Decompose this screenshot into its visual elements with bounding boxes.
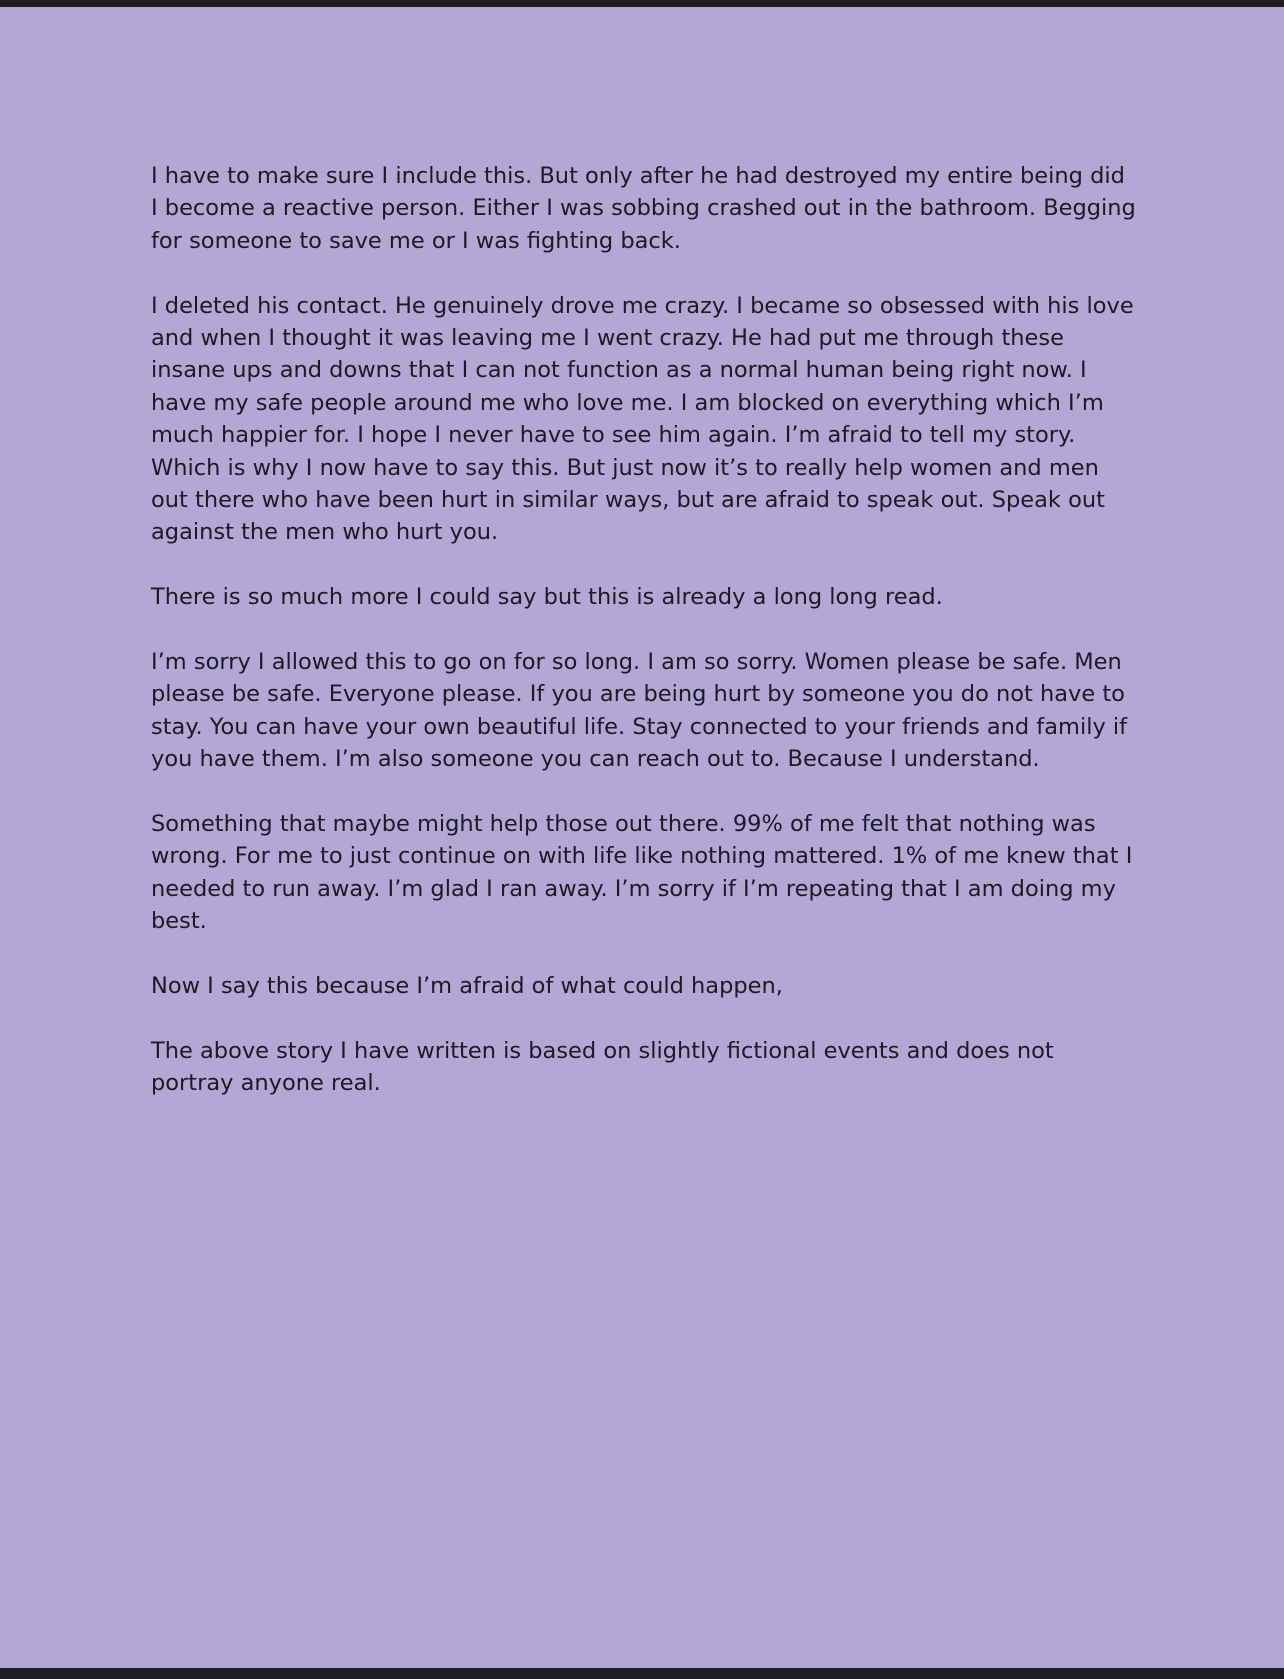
paragraph-3: There is so much more I could say but this is already a long long read. (151, 584, 943, 611)
paragraph-7: The above story I have written is based on slightly fictional events and does not portray anyone real. (151, 1037, 1054, 1097)
paragraph-2: I deleted his contact. He genuinely drove me crazy. I became so obsessed with his love and when I thought it was leaving me I went crazy. He had put me through these insane ups and downs that I can not function as a normal human being right now. I have my safe people around me who love me. I am blocked on everything which I’m much happier for. I hope I never have to see him again. I’m afraid to tell my story. Which is why I now have to say this. But just now it’s to really help women and men out there who have been hurt in similar ways, but are afraid to speak out. Speak out against the men who hurt you. (151, 292, 1134, 546)
document-body (151, 160, 1136, 1132)
paragraph-1: I have to make sure I include this. But only after he had destroyed my entire being did I become a reactive person. Either I was sobbing crashed out in the bathroom. Begging for someone to save me or I was fighting back. (151, 163, 1136, 254)
document-page (0, 7, 1284, 1668)
paragraph-5: Something that maybe might help those out there. 99% of me felt that nothing was wrong. For me to just continue on with life like nothing mattered. 1% of me knew that I needed to run away. I’m glad I ran away. I’m sorry if I’m repeating that I am doing my best. (151, 811, 1133, 935)
paragraph-6: Now I say this because I’m afraid of what could happen, (151, 973, 783, 1000)
paragraph-4: I’m sorry I allowed this to go on for so long. I am so sorry. Women please be safe. Men please be safe. Everyone please. If you are being hurt by someone you do not have to stay. You can have your own beautiful life. Stay connected to your friends and family if you have them. I’m also someone you can reach out to. Because I understand. (151, 649, 1128, 773)
